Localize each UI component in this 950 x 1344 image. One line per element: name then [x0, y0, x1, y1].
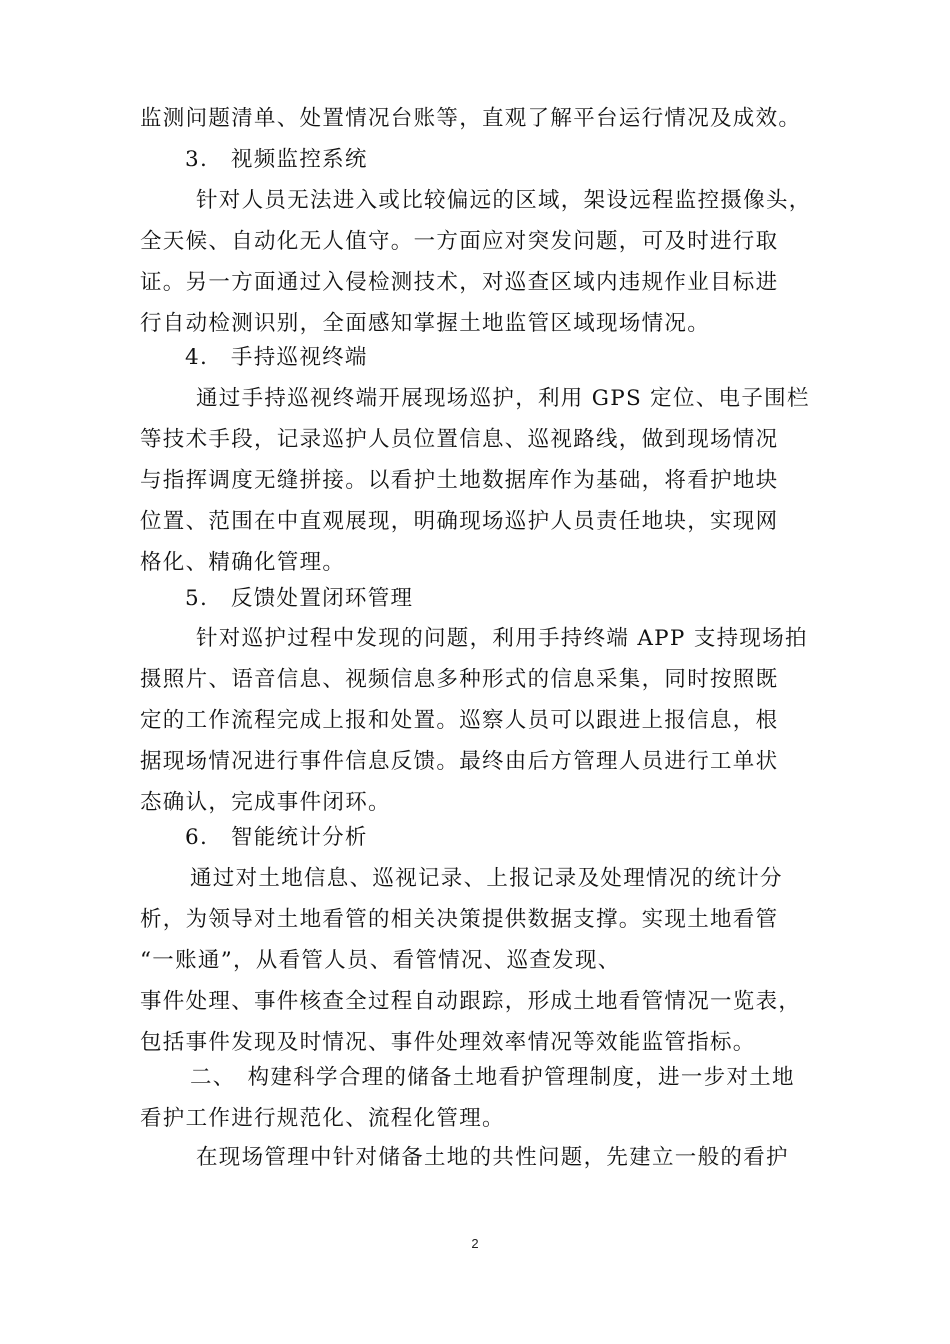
- text-line: 证。另一方面通过入侵检测技术，对巡查区域内违规作业目标进: [140, 270, 779, 295]
- text-line: 事件处理、事件核查全过程自动跟踪，形成土地看管情况一览表，: [140, 989, 802, 1014]
- section-heading: 4. 手持巡视终端: [185, 345, 368, 370]
- section-heading: 5. 反馈处置闭环管理: [185, 586, 414, 611]
- text-line: 位置、范围在中直观展现，明确现场巡护人员责任地块，实现网: [140, 509, 779, 534]
- text-line: 态确认，完成事件闭环。: [140, 790, 391, 815]
- text-line: 针对人员无法进入或比较偏远的区域，架设远程监控摄像头，: [196, 188, 812, 213]
- text-line: 行自动检测识别，全面感知掌握土地监管区域现场情况。: [140, 311, 711, 336]
- section-heading: 二、 构建科学合理的储备土地看护管理制度，进一步对土地: [190, 1065, 795, 1090]
- text-line: 包括事件发现及时情况、事件处理效率情况等效能监管指标。: [140, 1030, 756, 1055]
- text-line: 析，为领导对土地看管的相关决策提供数据支撑。实现土地看管: [140, 907, 779, 932]
- text-line: 定的工作流程完成上报和处置。巡察人员可以跟进上报信息，根: [140, 708, 779, 733]
- text-line: 看护工作进行规范化、流程化管理。: [140, 1106, 505, 1131]
- section-heading: 3. 视频监控系统: [185, 147, 368, 172]
- text-line: 通过对土地信息、巡视记录、上报记录及处理情况的统计分: [190, 866, 783, 891]
- text-line: 全天候、自动化无人值守。一方面应对突发问题，可及时进行取: [140, 229, 779, 254]
- text-line: 格化、精确化管理。: [140, 550, 346, 575]
- text-line: 监测问题清单、处置情况台账等，直观了解平台运行情况及成效。: [140, 106, 802, 131]
- text-line: 通过手持巡视终端开展现场巡护，利用 GPS 定位、电子围栏: [196, 386, 810, 411]
- text-line: 摄照片、语音信息、视频信息多种形式的信息采集，同时按照既: [140, 667, 779, 692]
- text-line: 等技术手段，记录巡护人员位置信息、巡视路线，做到现场情况: [140, 427, 779, 452]
- page-number: 2: [471, 1236, 479, 1251]
- text-line: 针对巡护过程中发现的问题，利用手持终端 APP 支持现场拍: [196, 626, 808, 651]
- text-line: 在现场管理中针对储备土地的共性问题，先建立一般的看护: [196, 1145, 789, 1170]
- text-line: 与指挥调度无缝拼接。以看护土地数据库作为基础，将看护地块: [140, 468, 779, 493]
- text-line: “一账通”，从看管人员、看管情况、巡查发现、: [140, 948, 621, 973]
- text-line: 据现场情况进行事件信息反馈。最终由后方管理人员进行工单状: [140, 749, 779, 774]
- section-heading: 6. 智能统计分析: [185, 825, 368, 850]
